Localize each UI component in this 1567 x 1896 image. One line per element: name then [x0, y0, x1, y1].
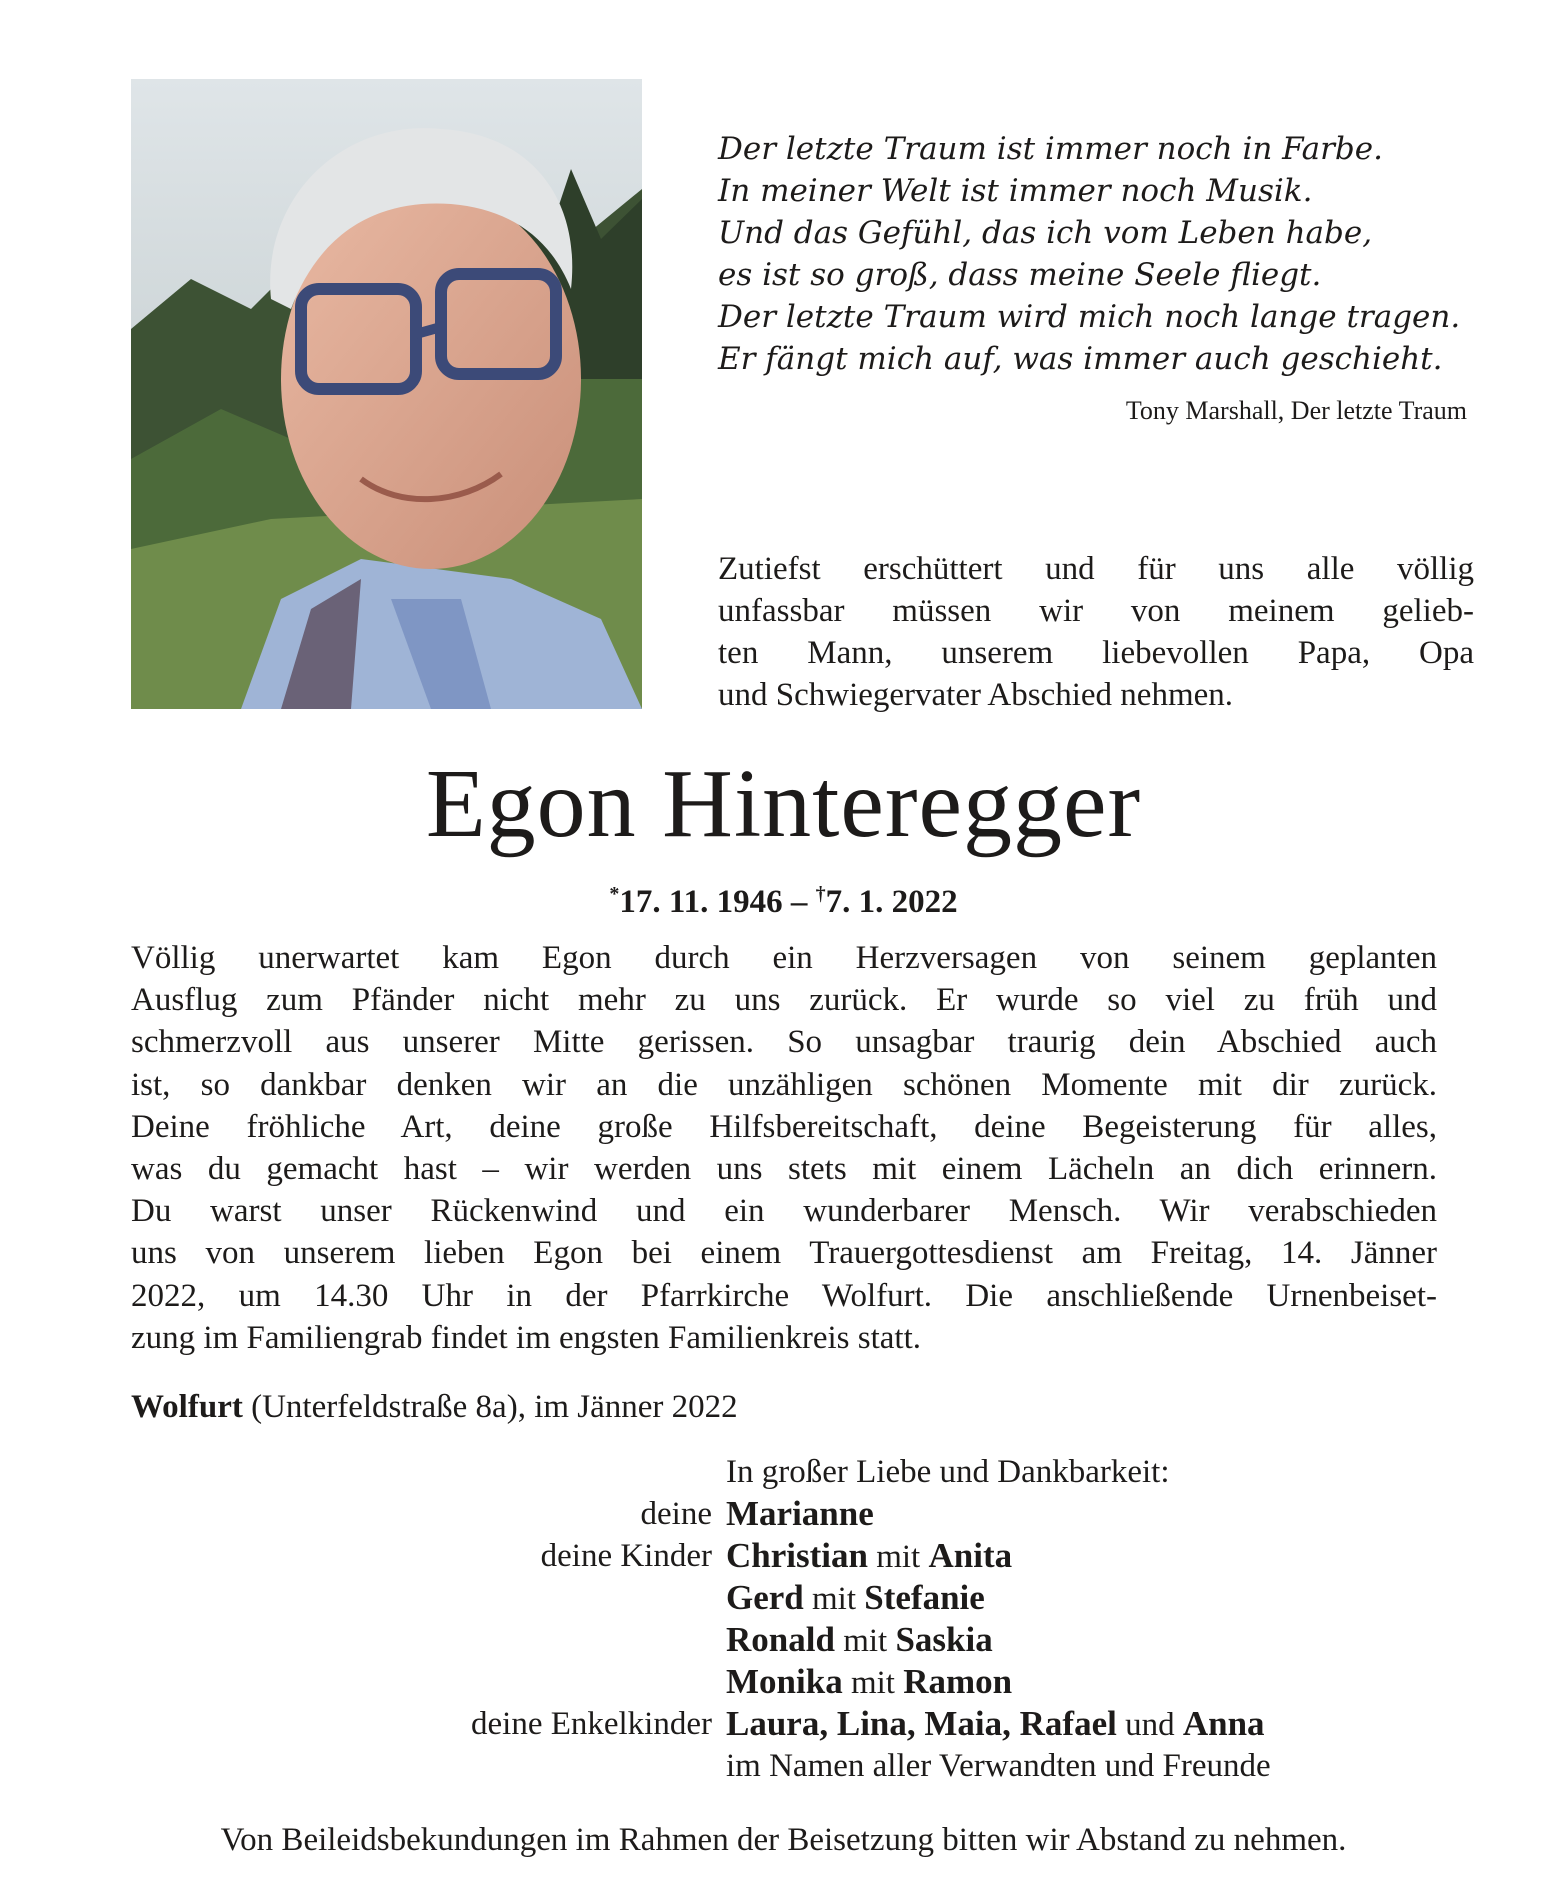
with-word: mit — [834, 1623, 896, 1659]
wife-name: Marianne — [726, 1494, 874, 1533]
body-line: 2022, um 14.30 Uhr in der Pfarrkirche Wolfurt. Die anschließende Urnenbeiset- — [131, 1277, 1437, 1314]
signature-child-row — [0, 1577, 1567, 1619]
body-line: uns von unserem lieben Egon bei einem Trauergottesdienst am Freitag, 14. Jänner — [131, 1235, 1437, 1272]
death-date: 7. 1. 2022 — [825, 884, 958, 920]
birth-symbol: * — [609, 883, 620, 905]
place-rest: (Unterfeldstraße 8a), im Jänner 2022 — [242, 1389, 738, 1425]
poem-source: Tony Marshall, Der letzte Traum — [1125, 396, 1467, 425]
poem — [718, 128, 1478, 380]
poem-line: In meiner Welt ist immer noch Musik. — [718, 173, 1313, 209]
body-line: Du warst unser Rückenwind und ein wunderbarer Mensch. Wir verabschieden — [131, 1193, 1437, 1230]
intro-line: unfassbar müssen wir von meinem gelieb- — [718, 593, 1474, 629]
child-name: Ronald — [726, 1620, 835, 1659]
body-line: Deine fröhliche Art, deine große Hilfsbereitschaft, deine Begeisterung für alles, — [131, 1108, 1437, 1145]
intro-line: und Schwiegervater Abschied nehmen. — [718, 677, 1234, 713]
signature-heading-row — [0, 1451, 1567, 1493]
child-name: Christian — [726, 1536, 868, 1575]
body-line: Völlig unerwartet kam Egon durch ein Herzversagen von seinem geplanten — [131, 940, 1437, 976]
children-label: deine Kinder — [540, 1538, 712, 1574]
grandchildren-names: Laura, Lina, Maia, Rafael — [726, 1704, 1117, 1743]
body-line: schmerzvoll aus unserer Mitte gerissen. So unsagbar traurig dein Abschied auch — [131, 1024, 1437, 1061]
date-separator: – — [782, 884, 816, 920]
body-line: Ausflug zum Pfänder nicht mehr zu uns zurück. Er wurde so viel zu früh und — [131, 982, 1437, 1019]
body-line: was du gemacht hast – wir werden uns stets mit einem Lächeln an dich erinnern. — [131, 1151, 1437, 1188]
signature-closing-row — [0, 1745, 1567, 1787]
partner-name: Saskia — [895, 1620, 993, 1659]
signature-heading: In großer Liebe und Dankbarkeit: — [726, 1454, 1170, 1490]
signature-block — [0, 1451, 1567, 1787]
death-symbol: † — [815, 883, 826, 905]
with-word: mit — [842, 1665, 904, 1701]
signature-grandchildren-row — [0, 1703, 1567, 1745]
body-line: ist, so dankbar denken wir an die unzähligen schönen Momente mit dir zurück. — [131, 1066, 1437, 1103]
signature-child-row — [0, 1619, 1567, 1661]
poem-line: Er fängt mich auf, was immer auch geschieht. — [718, 341, 1443, 377]
with-word: mit — [803, 1581, 865, 1617]
intro-text — [718, 548, 1474, 716]
footer-note: Von Beileidsbekundungen im Rahmen der Beisetzung bitten wir Abstand zu nehmen. — [220, 1822, 1347, 1858]
signature-child-row — [0, 1535, 1567, 1577]
portrait-photo — [131, 79, 642, 709]
poem-line: Und das Gefühl, das ich vom Leben habe, — [718, 215, 1373, 251]
with-word: mit — [867, 1539, 929, 1575]
and-word: und — [1116, 1707, 1183, 1743]
body-line: zung im Familiengrab findet im engsten Familienkreis statt. — [131, 1319, 922, 1356]
place-date-line — [131, 1386, 738, 1428]
poem-line: es ist so groß, dass meine Seele fliegt. — [718, 257, 1322, 293]
intro-line: Zutiefst erschüttert und für uns alle völlig — [718, 551, 1474, 587]
birth-date: 17. 11. 1946 — [619, 884, 783, 920]
poem-line: Der letzte Traum ist immer noch in Farbe. — [718, 131, 1383, 167]
wife-label: deine — [640, 1496, 712, 1532]
deceased-name: Egon Hinteregger — [425, 750, 1142, 858]
partner-name: Ramon — [903, 1662, 1013, 1701]
child-name: Gerd — [726, 1578, 804, 1617]
portrait-image — [131, 79, 642, 709]
life-dates — [0, 873, 1567, 923]
signature-closing: im Namen aller Verwandten und Freunde — [726, 1748, 1271, 1784]
intro-line: ten Mann, unserem liebevollen Papa, Opa — [718, 635, 1474, 671]
signature-wife-row — [0, 1493, 1567, 1535]
child-name: Monika — [726, 1662, 843, 1701]
body-text — [131, 937, 1437, 1359]
partner-name: Anita — [928, 1536, 1013, 1575]
partner-name: Stefanie — [864, 1578, 985, 1617]
place-town: Wolfurt — [131, 1389, 243, 1425]
poem-line: Der letzte Traum wird mich noch lange tragen. — [718, 299, 1461, 335]
signature-child-row — [0, 1661, 1567, 1703]
grandchild-last: Anna — [1182, 1704, 1265, 1743]
grandchildren-label: deine Enkelkinder — [471, 1706, 712, 1742]
